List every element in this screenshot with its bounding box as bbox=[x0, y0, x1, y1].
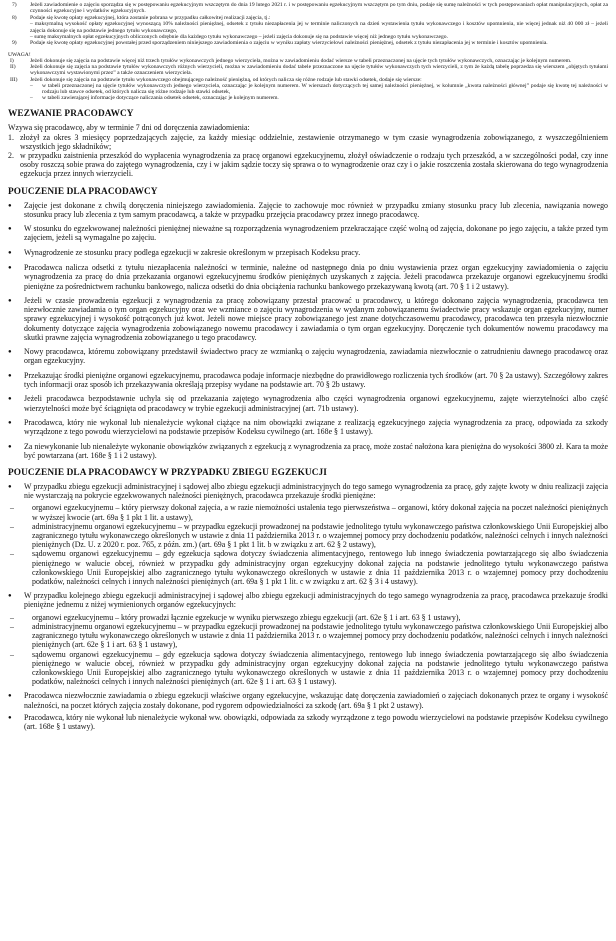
bullet-icon: ● bbox=[8, 484, 12, 491]
zbieg-item-2: ● W przypadku kolejnego zbiegu egzekucji administracyjnej i sądowej albo zbiegu egzekucji administracyjnych do tego samego wynagrodzenia za pracę, pracodawca przekazuje środki pieniężne jednemu z niżej wymienionych organów egzekucyjnych: bbox=[8, 591, 608, 610]
footnote-9: 9) Podaje się kwotę opłaty egzekucyjnej powstałej przed sporządzeniem niniejszego zawiadomienia o zajęciu w wyniku zapłaty wierzycielowi należności pieniężnej, odsetek z tytułu niezapłacenia jej w terminie i kosztów upomnienia. bbox=[12, 40, 548, 47]
pouczenie-item-4: ● Pracodawca nalicza odsetki z tytułu niezapłacenia należności w terminie, należne od następnego dnia po dniu wystawienia przez organ egzekucyjny zawiadomienia o zajęciu wynagrodzenia za pracę do dnia przekazania organowi egzekucyjnemu środków pieniężnych uzyskanych z zajęcia. Jeżeli pracodawca przekazuje organowi egzekucyjnemu środki pieniężne za pośrednictwem rachunku bankowego, nalicza odsetki do dnia obciążenia rachunku bankowego przekazywaną kwotą (art. 70 § 1 i 2 ustawy). bbox=[8, 263, 608, 291]
pouczenie-item-5: ● Jeżeli w czasie prowadzenia egzekucji z wynagrodzenia za pracę zobowiązany przestał pracować u pracodawcy, u którego dokonano zajęcia wynagrodzenia, pracodawca ten niezwłocznie zawiadamia o tym organ egzekucyjny oraz we wzmiance o zajęciu wynagrodzenia w wydanym zobowiązanemu świadectwie pracy wskazuje organ egzekucyjny, numer sprawy egzekucyjnej i wysokość potrąconych już kwot. Jeżeli nowe miejsce pracy zobowiązanego jest znane dotychczasowemu pracodawcy, pracodawca ten przesyła niezwłocznie dokumenty dotyczące zajęcia wynagrodzenia zobowiązanego nowemu pracodawcy i zawiadamia o tym organ egzekucyjny. Doręczenie tych dokumentów nowemu pracodawcy ma skutki prawne zajęcia wynagrodzenia zobowiązanego u tego pracodawcy. bbox=[8, 296, 608, 342]
pouczenie-item-8: ● Jeżeli pracodawca bezpodstawnie uchyla się od przekazania zajętego wynagrodzenia albo części wynagrodzenia organowi egzekucyjnemu, zajęte wierzytelności albo część wierzytelności może być ściągnięta od pracodawcy w trybie egzekucji administracyjnej (art. 71b ustawy). bbox=[8, 394, 608, 413]
uwagi-item-1: I) Jeżeli dokonuje się zajęcia na podstawie więcej niż trzech tytułów wykonawczych jednego wierzyciela, można w zawiadomieniu dodać wiersze w tabeli przeznaczonej na ujęcie tych tytułów wykonawczych, oznaczając je kolejnym numerem. bbox=[10, 58, 572, 65]
bullet-icon: ● bbox=[8, 443, 12, 450]
zbieg-heading: POUCZENIE DLA PRACODAWCY W PRZYPADKU ZBIEGU EGZEKUCJI bbox=[8, 468, 328, 479]
zbieg-dash-1-2: – administracyjnemu organowi egzekucyjnemu – w przypadku egzekucji prowadzonej na podstawie jednolitego tytułu wykonawczego państwa członkowskiego Unii Europejskiej albo zagranicznego tytułu wykonawczego określonych w ustawie z dnia 11 października 2013 r. o wzajemnej pomocy przy dochodzeniu podatków, należności celnych i innych należności pieniężnych (Dz. U. z 2020 r. poz. 765, z późn. zm.) (art. 69a § 1 pkt 1 lit. b w związku z art. 62 § 2 ustawy), bbox=[10, 521, 608, 550]
wezwanie-list bbox=[8, 133, 608, 179]
pouczenie-list bbox=[8, 201, 608, 460]
uwagi-item-2: II) Jeżeli dokonuje się zajęcia na podstawie tytułów wykonawczych różnych wierzycieli, można w zawiadomieniu dodać tabele przeznaczone na ujęcie tytułów wykonawczych tych wierzycieli, z tym że każdą tabelę poprzedza się wierszem „objętych tytułami wykonawczymi wystawionymi przez” a także oznaczeniem wierzyciela. bbox=[10, 64, 608, 77]
bullet-icon: ● bbox=[8, 714, 12, 721]
bullet-icon: ● bbox=[8, 396, 12, 403]
wezwanie-item-2: 2. w przypadku zaistnienia przeszkód do wypłacenia wynagrodzenia za pracę organowi egzekucyjnemu, złożył oświadczenie o rodzaju tych przeszkód, a w szczególności podał, czy inne osoby roszczą sobie prawa do zajętego wynagrodzenia, czy i w jakim sądzie toczy się sprawa o to wynagrodzenie oraz czy i o jakie roszczenia została skierowana do tego wynagrodzenia egzekucja przez innych wierzycieli. bbox=[8, 151, 608, 179]
bullet-icon: ● bbox=[8, 249, 12, 256]
bullet-icon: ● bbox=[8, 693, 12, 700]
pouczenie-heading: POUCZENIE DLA PRACODAWCY bbox=[8, 186, 158, 197]
pouczenie-item-9: ● Pracodawca, który nie wykonał lub nienależycie wykonał ciążące na nim obowiązki związane z realizacją egzekucyjnego zajęcia wynagrodzenia za pracę, odpowiada za szkody wyrządzone z tego powodu wierzycielowi na podstawie przepisów Kodeksu cywilnego (art. 168e § 1 ustawy). bbox=[8, 418, 608, 437]
uwagi-section bbox=[8, 52, 608, 102]
bullet-icon: ● bbox=[8, 593, 12, 600]
pouczenie-item-7: ● Przekazując środki pieniężne organowi egzekucyjnemu, pracodawca podaje informacje niezbędne do prawidłowego rozliczenia tych środków (art. 70 § 2a ustawy). Szczegółowy zakres tych informacji oraz sposób ich przekazywania określają przepisy wydane na podstawie art. 70 § 2b ustawy. bbox=[8, 370, 608, 390]
uwagi-sub-2: – w tabeli zawierającej informacje dotyczące naliczania odsetek odsetek, oznaczając je kolejnym numerem. bbox=[30, 95, 279, 102]
uwagi-heading: UWAGA! bbox=[8, 51, 31, 58]
footnote-8-dash-2: – sumę maksymalnych opłat egzekucyjnych obliczonych odrębnie dla każdego tytułu wykonawczego – jeżeli zajęcia dokonuje się na podstawie więcej niż jednego tytułu wykonawczego. bbox=[30, 34, 448, 41]
bullet-icon: ● bbox=[8, 298, 12, 305]
zbieg-item-1: ● W przypadku zbiegu egzekucji administracyjnej i sądowej albo zbiegu egzekucji administracyjnych do tego samego wynagrodzenia za pracę, gdy zajęte kwoty w dniu realizacji zajęcia nie wystarczają na pokrycie egzekwowanych należności pieniężnych, pracodawca przekazuje środki pieniężne: bbox=[8, 482, 608, 501]
wezwanie-intro: Wzywa się pracodawcę, aby w terminie 7 dni od doręczenia zawiadomienia: bbox=[8, 123, 250, 133]
footnote-8: 8) Podaje się kwotę opłaty egzekucyjnej, która zostanie pobrana w przypadku całkowitej realizacji zajęcia, tj.: bbox=[12, 14, 271, 21]
wezwanie-item-1: 1. złożył za okres 3 miesięcy poprzedzających zajęcie, za każdy miesiąc oddzielnie, zestawienie otrzymanego w tym czasie wynagrodzenia zobowiązanego, z wyszczególnieniem wszystkich jego składników; bbox=[8, 132, 608, 151]
bullet-icon: ● bbox=[8, 372, 12, 379]
bullet-icon: ● bbox=[8, 226, 12, 233]
pouczenie-item-2: ● W stosunku do egzekwowanej należności pieniężnej nieważne są rozporządzenia wynagrodzeniem przekraczające część wolną od zajęcia, dokonane po jego zajęciu, a także przed tym zajęciem, jeżeli są wymagalne po zajęciu. bbox=[8, 224, 608, 243]
wezwanie-heading: WEZWANIE PRACODAWCY bbox=[8, 109, 134, 120]
zbieg-item-3: ● Pracodawca niezwłocznie zawiadamia o zbiegu egzekucji właściwe organy egzekucyjne, wskazując datę doręczenia zawiadomień o zajęciach dokonanych przez te organy i wysokość należności, na poczet których zajęcia zostały dokonane, pod rygorem odpowiedzialności za szkodę (art. 69a § 1 pkt 2 ustawy). bbox=[8, 691, 608, 710]
pouczenie-item-3: ● Wynagrodzenie ze stosunku pracy podlega egzekucji w zakresie określonym w przepisach Kodeksu pracy. bbox=[8, 247, 361, 257]
zbieg-dash-2-3: – sądowemu organowi egzekucyjnemu – gdy egzekucja sądowa dotyczy świadczenia alimentacyjnego, rentowego lub innego świadczenia powtarzającego się albo świadczenia pieniężnego w walucie obcej, również w przypadku gdy administracyjny organ egzekucyjny dokonał zajęcia na podstawie jednolitego tytułu wykonawczego państwa członkowskiego Unii Europejskiej albo zagranicznego tytułu wykonawczego określonych w ustawie z dnia 11 października 2013 r. o wzajemnej pomocy przy dochodzeniu podatków, należności celnych i innych należności pieniężnych (art. 62e § 1 i art. 63 § 1 ustawy). bbox=[10, 649, 608, 687]
footnotes-list bbox=[8, 2, 608, 47]
bullet-icon: ● bbox=[8, 349, 12, 356]
bullet-icon: ● bbox=[8, 265, 12, 272]
zbieg-list bbox=[8, 482, 608, 731]
zbieg-dash-2-1: – organowi egzekucyjnemu – który prowadzi łącznie egzekucje w wyniku pierwszego zbiegu egzekucji (art. 62e § 1 i art. 63 § 1 ustawy), bbox=[10, 612, 461, 622]
uwagi-sub-1: – w tabeli przeznaczonej na ujęcie tytułów wykonawczych jednego wierzyciela, oznaczając je kolejnym numerem. W wierszach dotyczących tej samej należności pieniężnej, w kolumnie „kwota należności głównej” podaje się kwotę tej należności w rodzaju lub stawce odsetek, od których nalicza się różne rodzaje lub stawki odsetek, bbox=[30, 82, 608, 96]
zbieg-dash-2-2: – administracyjnemu organowi egzekucyjnemu – w przypadku egzekucji prowadzonej na podstawie jednolitego tytułu wykonawczego państwa członkowskiego Unii Europejskiej albo zagranicznego tytułu wykonawczego określonych w ustawie z dnia 11 października 2013 r. o wzajemnej pomocy przy dochodzeniu podatków, należności celnych i innych należności pieniężnych (art. 62e § 1 i art. 63 § 1 ustawy), bbox=[10, 621, 608, 650]
document-page bbox=[8, 0, 608, 731]
zbieg-item-4: ● Pracodawca, który nie wykonał lub nienależycie wykonał ww. obowiązki, odpowiada za szkody wyrządzone z tego powodu wierzycielowi na podstawie przepisów Kodeksu cywilnego (art. 168e § 1 ustawy). bbox=[8, 712, 608, 731]
zbieg-dash-1-3: – sądowemu organowi egzekucyjnemu – gdy egzekucja sądowa dotyczy świadczenia alimentacyjnego, rentowego lub innego świadczenia powtarzającego się albo świadczenia pieniężnego w walucie obcej, również w przypadku gdy administracyjny organ egzekucyjny dokonał zajęcia na podstawie jednolitego tytułu wykonawczego państwa członkowskiego Unii Europejskiej albo zagranicznego tytułu wykonawczego określonych w ustawie z dnia 11 października 2013 r. o wzajemnej pomocy przy dochodzeniu podatków, należności celnych i innych należności pieniężnych (art. 69a § 1 pkt 1 lit. c w związku z art. 62 § 3 i 4 ustawy). bbox=[10, 549, 608, 587]
footnote-7: 7) Jeżeli zawiadomienie o zajęciu sporządza się w postępowaniu egzekucyjnym wszczętym do dnia 19 lutego 2021 r. i w postępowaniu egzekucyjnym wszczętym po tym dniu, podaje się sumę należności w tych postępowaniach opłat manipulacyjnych, opłat za czynności egzekucyjne i wydatków egzekucyjnych. bbox=[12, 2, 608, 15]
pouczenie-item-1: ● Zajęcie jest dokonane z chwilą doręczenia niniejszego zawiadomienia. Zajęcie to zachowuje moc również w przypadku zmiany stosunku pracy lub zlecenia, nawiązania nowego stosunku pracy lub zlecenia z tym samym pracodawcą, a także w przypadku przejęcia pracodawcy przez innego pracodawcę. bbox=[8, 200, 608, 219]
footnote-8-dash-1: – maksymalną wysokość opłaty egzekucyjnej wynoszącą 10% należności pieniężnej, odsetek z tytułu niezapłacenia jej w terminie naliczonych na dzień wystawienia tytułu wykonawczego i kosztów upomnienia, nie więcej jednak niż 40 000 zł – jeżeli zajęcia dokonuje się na podstawie jednego tytułu wykonawczego, bbox=[30, 21, 608, 34]
bullet-icon: ● bbox=[8, 202, 12, 209]
zbieg-dash-1-1: – organowi egzekucyjnemu – który pierwszy dokonał zajęcia, a w razie niemożności ustalenia tego pierwszeństwa – organowi, który dokonał zajęcia na poczet należności pieniężnych w wyższej kwocie (art. 69a § 1 pkt 1 lit. a ustawy), bbox=[10, 503, 608, 522]
bullet-icon: ● bbox=[8, 420, 12, 427]
uwagi-item-3: III) Jeżeli dokonuje się zajęcia na podstawie tytułu wykonawczego obejmującego należność pieniężną, od których nalicza się różne rodzaje lub stawki odsetek, dodaje się wiersze: bbox=[10, 76, 422, 83]
pouczenie-item-6: ● Nowy pracodawca, któremu zobowiązany przedstawił świadectwo pracy ze wzmianką o zajęciu wynagrodzenia, zawiadamia niezwłocznie o zatrudnieniu dawnego pracodawcę oraz organ egzekucyjny. bbox=[8, 347, 608, 366]
pouczenie-item-10: ● Za niewykonanie lub nienależyte wykonanie obowiązków związanych z egzekucją z wynagrodzenia za pracę, może zostać nałożona kara pieniężna do wysokości 3800 zł. Kara ta może być powtarzana (art. 168e § 1 i 2 ustawy). bbox=[8, 441, 608, 460]
